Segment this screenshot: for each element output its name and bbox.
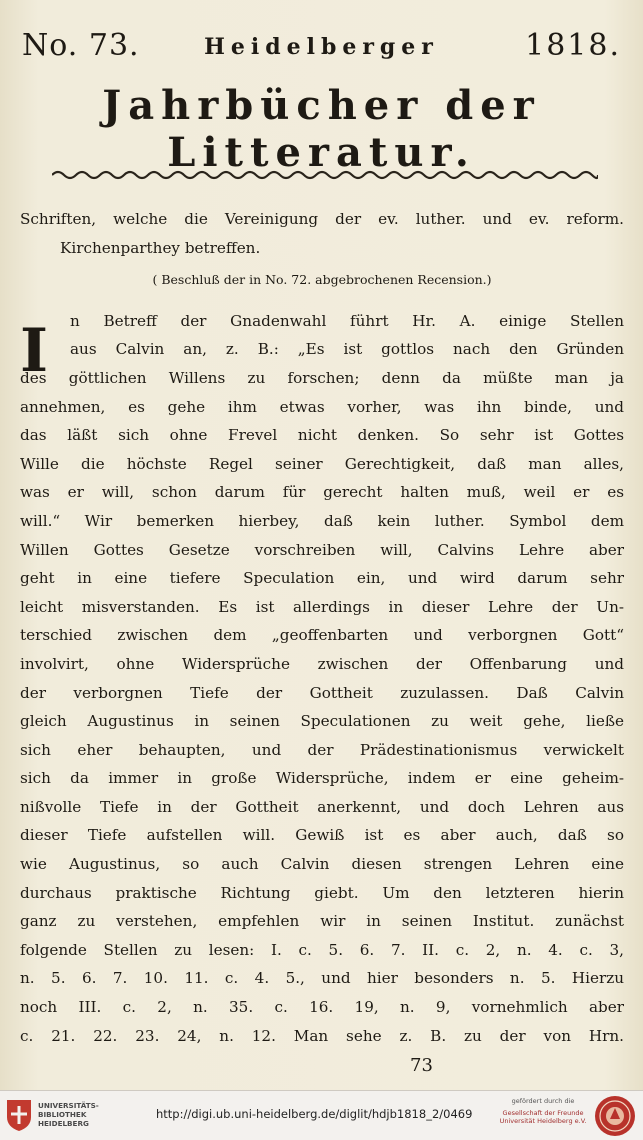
viewer-footer (0, 1090, 643, 1140)
body-line: wie Augustinus, so auch Calvin diesen strengen Lehren eine (20, 855, 624, 874)
body-line: gleich Augustinus in seinen Speculationen zu weit gehe, ließe (20, 712, 624, 731)
library-name: UNIVERSITÄTS- BIBLIOTHEK HEIDELBERG (38, 1101, 99, 1128)
heading-line: Kirchenparthey betreffen. (60, 238, 261, 257)
body-line: c. 21. 22. 23. 24, n. 12. Man sehe z. B. zu der von Hrn. (20, 1026, 624, 1045)
body-line: geht in eine tiefere Speculation ein, und wird darum sehr (20, 569, 624, 588)
body-line: involvirt, ohne Widersprüche zwischen der Offenbarung und (20, 654, 624, 673)
drop-cap: I (20, 316, 49, 386)
body-line: was er will, schon darum für gerecht halten muß, weil er es (20, 483, 624, 502)
body-line: das läßt sich ohne Frevel nicht denken. So sehr ist Gottes (20, 426, 624, 445)
body-line: n. 5. 6. 7. 10. 11. c. 4. 5., und hier besonders n. 5. Hierzu (20, 969, 624, 988)
body-line: terschied zwischen dem „geoffenbarten und verborgnen Gott“ (20, 626, 624, 645)
body-line: sich eher behaupten, und der Prädestinationismus verwickelt (20, 740, 624, 759)
journal-title: Jahrbücher der Litteratur. (102, 82, 541, 176)
body-line: will.“ Wir bemerken hierbey, daß kein luther. Symbol dem (20, 511, 624, 530)
ornamental-rule (52, 168, 598, 182)
body-line: des göttlichen Willens zu forschen; denn da müßte man ja (20, 368, 624, 387)
body-line: Wille die höchste Regel seiner Gerechtigkeit, daß man alles, (20, 454, 624, 473)
heading-line: Schriften, welche die Vereinigung der ev. luther. und ev. reform. (20, 210, 624, 228)
running-header (22, 28, 621, 74)
body-line: leicht misverstanden. Es ist allerdings in dieser Lehre der Un- (20, 597, 624, 616)
signature-mark: 73 (410, 1055, 433, 1076)
body-line: annehmen, es gehe ihm etwas vorher, was ihn binde, und (20, 397, 624, 416)
body-line: aus Calvin an, z. B.: „Es ist gottlos nach den Gründen (70, 340, 624, 359)
university-library-logo[interactable] (4, 1097, 34, 1133)
body-line: dieser Tiefe aufstellen will. Gewiß ist es aber auch, daß so (20, 826, 624, 845)
continuation-note: ( Beschluß der in No. 72. abgebrochenen Recension.) (152, 272, 492, 288)
body-line: folgende Stellen zu lesen: I. c. 5. 6. 7. II. c. 2, n. 4. c. 3, (20, 940, 624, 959)
body-line: durchaus praktische Richtung giebt. Um den letzteren hierin (20, 883, 624, 902)
journal-name: Heidelberger (204, 34, 439, 60)
issue-number: No. 73. (22, 28, 140, 63)
issue-year: 1818. (525, 28, 621, 63)
body-line: noch III. c. 2, n. 35. c. 16. 19, n. 9, vornehmlich aber (20, 998, 624, 1017)
body-line: Willen Gottes Gesetze vorschreiben will, Calvins Lehre aber (20, 540, 624, 559)
body-line: ganz zu verstehen, empfehlen wir in seinen Institut. zunächst (20, 912, 624, 931)
body-line: der verborgnen Tiefe der Gottheit zuzulassen. Daß Calvin (20, 683, 624, 702)
university-seal-icon[interactable] (594, 1095, 636, 1137)
body-line: sich da immer in große Widersprüche, indem er eine geheim- (20, 769, 624, 788)
article-text (20, 205, 624, 1050)
body-line: n Betreff der Gnadenwahl führt Hr. A. einige Stellen (70, 311, 624, 330)
sponsor-credit: gefördert durch die Gesellschaft der Freunde Universität Heidelberg e.V. (499, 1097, 587, 1125)
permalink-url[interactable]: http://digi.ub.uni-heidelberg.de/diglit/hdjb1818_2/0469 (156, 1107, 473, 1121)
body-line: nißvolle Tiefe in der Gottheit anerkennt, und doch Lehren aus (20, 797, 624, 816)
